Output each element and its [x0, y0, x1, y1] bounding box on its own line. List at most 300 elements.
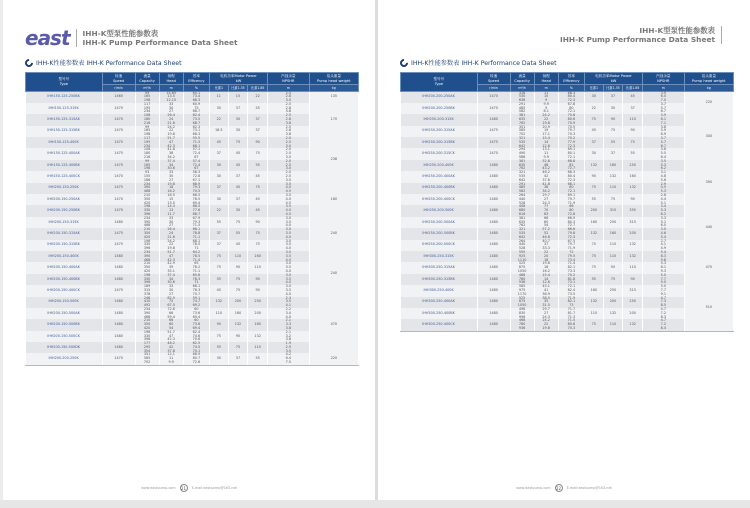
motor-power-sg185: 75	[248, 148, 268, 159]
capacity-values: 99 165 198	[135, 91, 159, 103]
motor-power-sg135: 37	[228, 353, 248, 364]
capacity-values: 468 780 936	[510, 319, 534, 330]
head-values: 45.1 41 36.9	[534, 285, 558, 296]
head-values: 77 70 63	[534, 205, 558, 216]
unit-sg135: 比重1.35	[603, 85, 623, 92]
pump-head-weight: 390	[684, 160, 733, 206]
east-logo: east	[25, 26, 70, 50]
motor-power-sg185: 90	[623, 274, 643, 285]
npshr-values: 3.0 3.5 4.0	[268, 217, 310, 228]
efficiency-values: 67.8 80 72.1	[558, 103, 584, 114]
head-values: 16.5 15 13.5	[159, 194, 183, 205]
footer-email[interactable]: E-mail:eastpump@163.net	[566, 486, 612, 490]
brand-title-cn: IHH-K型泵性能参数表	[639, 26, 715, 35]
unit-weight: kg	[684, 85, 733, 92]
speed-value: 1480	[477, 274, 510, 285]
capacity-values: 408 680 816	[510, 205, 534, 216]
pump-type: IHH200-150-400AK	[26, 262, 103, 273]
pump-head-weight: 470	[309, 297, 358, 354]
pump-type: IHH150-125-315AK	[26, 114, 103, 125]
motor-power-sg1: 90	[585, 171, 604, 182]
efficiency-values: 71.5 80.6 70.3	[558, 319, 584, 330]
motor-power-sg135: 250	[603, 285, 623, 296]
efficiency-values: 62.4 74.6 70.6	[183, 331, 209, 342]
table-row	[401, 251, 734, 262]
table-row	[26, 114, 359, 125]
motor-power-sg1: 55	[585, 194, 604, 205]
motor-power-sg135: 110	[603, 251, 623, 262]
capacity-values: 210 350 420	[135, 228, 159, 239]
motor-power-sg185: 75	[248, 240, 268, 251]
head-values: 14.3 13 11.7	[159, 205, 183, 216]
head-values: 29.7 27 24.3	[534, 194, 558, 205]
table-row	[26, 331, 359, 342]
brand-header	[560, 26, 728, 44]
head-values: 51.7 47 42.3	[159, 331, 183, 342]
capacity-values: 321 535 642	[510, 137, 534, 148]
pump-type: IHH300-250-400AK	[401, 297, 478, 308]
capacity-values: 210 350 420	[135, 194, 159, 205]
page-number: 21	[181, 485, 187, 491]
pump-type: IHH200-150-250AK	[26, 194, 103, 205]
npshr-values: 3.0 3.5 4.0	[268, 240, 310, 251]
head-values: 20.9 19 17.1	[534, 126, 558, 137]
capacity-values: 294 490 588	[510, 148, 534, 159]
unit-head: m	[159, 85, 183, 92]
head-values: 41.8 38 34.2	[159, 148, 183, 159]
motor-power-sg185: 90	[623, 194, 643, 205]
efficiency-values: 68.5 77.6 68.7	[183, 205, 209, 216]
table-row	[26, 137, 359, 148]
performance-table	[25, 72, 359, 365]
motor-power-sg135: 37	[228, 194, 248, 205]
capacity-values: 117 195 234	[135, 137, 159, 148]
efficiency-values: 70.2 77.9 72.3	[558, 137, 584, 148]
speed-value: 1470	[102, 160, 135, 171]
brand-divider	[721, 26, 722, 44]
pump-type: IHH150-125-400BK	[26, 160, 103, 171]
motor-power-sg1: 132	[585, 228, 604, 239]
capacity-values: 525 875 1050	[510, 262, 534, 273]
speed-value: 1480	[477, 160, 510, 171]
motor-power-sg1: 22	[210, 114, 229, 125]
motor-power-sg185: 110	[623, 114, 643, 125]
capacity-values: 93 155 186	[135, 171, 159, 182]
pump-type: IHH300-250-400CK	[401, 319, 478, 330]
table-row	[401, 308, 734, 319]
efficiency-values: 65.6 78.3 71	[183, 274, 209, 285]
unit-weight: kg	[309, 85, 358, 92]
capacity-values: 99 165 198	[135, 126, 159, 137]
table-row	[401, 194, 734, 205]
motor-power-sg185: 110	[623, 262, 643, 273]
head-values: 15.4 14 12.6	[534, 274, 558, 285]
unit-speed: r/min	[477, 85, 510, 92]
head-values: 33 30 27	[159, 171, 183, 182]
npshr-values: 3.5 4.0 4.5	[268, 183, 310, 194]
motor-power-sg185: 22	[248, 91, 268, 103]
npshr-values: 3.0 3.5 4.0	[268, 285, 310, 296]
unit-speed: r/min	[102, 85, 135, 92]
motor-power-sg1: 45	[585, 126, 604, 137]
pump-type: IHH200-150-500K	[26, 297, 103, 308]
motor-power-sg185: 55	[248, 103, 268, 114]
motor-power-sg135: 37	[603, 91, 623, 103]
npshr-values: 2.5 2.8 3.8	[268, 103, 310, 114]
motor-power-sg185: 110	[248, 342, 268, 353]
motor-power-sg185: 132	[623, 240, 643, 251]
motor-power-sg1: 55	[210, 342, 229, 353]
capacity-values: 585 975 1170	[510, 285, 534, 296]
speed-value: 1480	[102, 297, 135, 308]
pump-type: IHH200-150-315BK	[26, 240, 103, 251]
footer-website[interactable]: www.eastpump.com	[516, 486, 551, 490]
speed-value: 1480	[102, 319, 135, 330]
npshr-values: 2.1 3.2 3.8	[268, 331, 310, 342]
motor-power-sg1: 75	[585, 183, 604, 194]
npshr-values: 4.2 6.4 7.5	[268, 353, 310, 364]
head-values: 14.85 13.5 12.15	[159, 91, 183, 103]
table-row	[401, 148, 734, 159]
speed-value: 1480	[102, 217, 135, 228]
table-row	[26, 183, 359, 194]
efficiency-values: 68.3 80.4 72.3	[558, 91, 584, 103]
efficiency-values: 66.1 78.3 70.7	[183, 285, 209, 296]
head-values: 19.8 18 16.2	[159, 183, 183, 194]
head-values: 66 60 54	[159, 319, 183, 330]
npshr-values: 3.4 5.3 6.2	[643, 205, 685, 216]
efficiency-values: 68.5 78.5 69.4	[183, 194, 209, 205]
motor-power-sg185: 160	[248, 319, 268, 330]
motor-power-sg1: 132	[585, 160, 604, 171]
head-values: 15.4 14 12.6	[534, 137, 558, 148]
head-values: 46.2 42 37.8	[159, 342, 183, 353]
table-row	[26, 194, 359, 205]
speed-value: 1480	[477, 183, 510, 194]
npshr-values: 2.0 2.5 3.0	[268, 160, 310, 171]
motor-power-sg135: 90	[603, 114, 623, 125]
table-row	[26, 262, 359, 273]
pump-type: IHH250-200-315CK	[401, 148, 478, 159]
table-row	[26, 103, 359, 114]
speed-value: 1480	[477, 171, 510, 182]
speed-value: 1480	[477, 114, 510, 125]
speed-value: 1470	[102, 194, 135, 205]
motor-power-sg135: 45	[228, 183, 248, 194]
capacity-values: 246 410 492	[135, 297, 159, 308]
capacity-values: 321 535 642	[510, 171, 534, 182]
table-row	[26, 228, 359, 239]
head-values: 22 20 18	[534, 251, 558, 262]
efficiency-values: 72.1 82.4 73.5	[558, 285, 584, 296]
pump-type: IHH250-200-500AK	[401, 217, 478, 228]
speed-value: 1475	[102, 228, 135, 239]
speed-value: 1480	[102, 308, 135, 319]
head-values: 12.1 11 9.9	[159, 353, 183, 364]
efficiency-values: 65.1 73.4 68.3	[183, 91, 209, 103]
efficiency-values: 60 73.6 69.4	[183, 308, 209, 319]
speed-value: 1480	[102, 262, 135, 273]
pump-type: IHH300-250-400BK	[401, 308, 478, 319]
table-row	[401, 262, 734, 273]
efficiency-values: 58.3 72.8 67.1	[183, 171, 209, 182]
capacity-values: 99 165 198	[135, 160, 159, 171]
pump-type: IHH150-125-250BK	[26, 91, 103, 103]
pump-type: IHH250-200-500K	[401, 205, 478, 216]
speed-value: 1475	[477, 126, 510, 137]
performance-table	[400, 72, 734, 331]
capacity-values: 264 440 528	[510, 240, 534, 251]
speed-value: 1470	[477, 148, 510, 159]
col-motor-power: 电机功率Motor Power kW	[585, 73, 643, 85]
capacity-values: 198 330 396	[135, 205, 159, 216]
capacity-values: 351 585 702	[510, 126, 534, 137]
efficiency-values: 68.3 80.4 72.3	[558, 171, 584, 182]
efficiency-values: 66 80 72.6	[558, 205, 584, 216]
pump-type: IHH200-150-500AK	[26, 308, 103, 319]
unit-head: m	[534, 85, 558, 92]
motor-power-sg1: 55	[210, 217, 229, 228]
motor-power-sg185: 315	[623, 217, 643, 228]
speed-value: 1475	[102, 240, 135, 251]
npshr-values: 1.9 2.9 3.5	[268, 342, 310, 353]
capacity-values: 291 485 582	[510, 183, 534, 194]
unit-capacity: m³/h	[510, 85, 534, 92]
npshr-values: 3.0 4.6 5.4	[643, 228, 685, 239]
table-row	[26, 308, 359, 319]
capacity-values: 318 530 636	[510, 91, 534, 103]
unit-sg185: 比重1.85	[248, 85, 268, 92]
pump-head-weight: 440	[684, 205, 733, 251]
speed-value: 1475	[102, 183, 135, 194]
motor-power-sg135: 110	[603, 240, 623, 251]
motor-power-sg185: 160	[248, 251, 268, 262]
section-title	[400, 58, 557, 67]
speed-value: 1480	[477, 194, 510, 205]
motor-power-sg185: 132	[623, 251, 643, 262]
speed-value: 1470	[477, 103, 510, 114]
motor-power-sg185: 55	[248, 160, 268, 171]
efficiency-values: 72 79.5 73.4	[558, 251, 584, 262]
motor-power-sg1: 55	[585, 274, 604, 285]
table-row	[401, 183, 734, 194]
efficiency-values: 67.5 79.7 71.9	[558, 240, 584, 251]
brand-header	[25, 26, 238, 50]
motor-power-sg1: 200	[585, 205, 604, 216]
motor-power-sg185: 90	[248, 137, 268, 148]
pump-head-weight: 470	[684, 251, 733, 285]
table-header	[26, 73, 359, 92]
pump-head-weight: 170	[309, 103, 358, 137]
motor-power-sg1: 30	[210, 160, 229, 171]
efficiency-values: 65 78.2 71.1	[183, 262, 209, 273]
col-capacity: 流量 Capacity	[510, 73, 534, 85]
unit-sg1: 比重1	[585, 85, 604, 92]
npshr-values: 3.5 4.0 4.5	[268, 205, 310, 216]
speed-value: 1480	[477, 228, 510, 239]
motor-power-sg185: 90	[623, 126, 643, 137]
pump-type: IHH250-200-500BK	[401, 228, 478, 239]
header-row	[26, 73, 359, 85]
speed-value: 1470	[102, 126, 135, 137]
motor-power-sg1: 30	[210, 194, 229, 205]
table-row	[401, 274, 734, 285]
page-number: 22	[556, 485, 562, 491]
head-values: 51.7 47 42.3	[159, 137, 183, 148]
npshr-values: 2.1 3.3 3.8	[268, 319, 310, 330]
efficiency-values: 62.3 73.1 68.3	[183, 126, 209, 137]
npshr-values: 4.7 7.3 8.5	[643, 297, 685, 308]
table-row	[401, 319, 734, 330]
head-values: 72.6 66 59.4	[159, 308, 183, 319]
head-values: 26.4 24 21.6	[159, 114, 183, 125]
table-row	[26, 148, 359, 159]
motor-power-sg185: 90	[248, 274, 268, 285]
motor-power-sg185: 132	[248, 331, 268, 342]
unit-capacity: m³/h	[135, 85, 159, 92]
table-row	[401, 171, 734, 182]
motor-power-sg1: 110	[585, 308, 604, 319]
col-weight: 泵头重量 Pump head weight	[684, 73, 733, 85]
brand-title-en: IHH-K Pump Performance Data Sheet	[559, 35, 715, 44]
speed-value: 1475	[102, 285, 135, 296]
efficiency-values: 55.5 71.5 66.1	[183, 137, 209, 148]
motor-power-sg185: 75	[623, 137, 643, 148]
motor-power-sg1: 160	[585, 217, 604, 228]
motor-power-sg1: 11	[210, 91, 229, 103]
motor-power-sg1: 75	[585, 114, 604, 125]
efficiency-values: 62.5 74.5 70.1	[183, 342, 209, 353]
npshr-values: 4.7 7.2 8.4	[643, 319, 685, 330]
pump-type: IHH200-150-500DK	[26, 342, 103, 353]
motor-power-sg135: 75	[603, 126, 623, 137]
table-row	[401, 126, 734, 137]
motor-power-sg1: 30	[210, 353, 229, 364]
col-head: 扬程 Head	[534, 73, 558, 85]
speed-value: 1480	[477, 285, 510, 296]
table-row	[26, 285, 359, 296]
motor-power-sg1: 55	[210, 274, 229, 285]
speed-value: 1480	[102, 331, 135, 342]
motor-power-sg135: 75	[228, 217, 248, 228]
motor-power-sg1: 30	[585, 91, 604, 103]
pump-type: IHH150-125-315K	[26, 103, 103, 114]
brand-title-cn: IHH-K型泵性能参数表	[82, 29, 159, 38]
speed-value: 1480	[477, 308, 510, 319]
table-row	[401, 160, 734, 171]
speed-value: 1475	[102, 148, 135, 159]
table-row	[401, 285, 734, 296]
table-body	[26, 91, 359, 365]
pump-type: IHH300-250-315BK	[401, 274, 478, 285]
page-shadow	[0, 500, 750, 508]
motor-power-sg135: 160	[603, 228, 623, 239]
table-row	[401, 205, 734, 216]
npshr-values: 5.3 8.1 9.3	[643, 262, 685, 273]
col-speed: 转速 Speed	[102, 73, 135, 85]
motor-power-sg1: 37	[210, 148, 229, 159]
npshr-values: 3.5 5.3 6.2	[643, 160, 685, 171]
ring-icon	[23, 57, 34, 68]
npshr-values: 2.0 2.5 3.0	[268, 148, 310, 159]
npshr-values: 2.9 4.5 5.3	[643, 183, 685, 194]
head-values: 24.2 22 19.8	[534, 114, 558, 125]
npshr-values: 3.7 5.7 6.7	[643, 137, 685, 148]
motor-power-sg135: 45	[228, 148, 248, 159]
motor-power-sg185: 37	[248, 114, 268, 125]
head-values: 42.9 39 35.1	[159, 262, 183, 273]
motor-power-sg185: 132	[623, 183, 643, 194]
head-values: 82.5 75 67.5	[159, 297, 183, 308]
motor-power-sg135: 55	[603, 137, 623, 148]
npshr-values: 3.0 3.5 4.0	[268, 251, 310, 262]
head-values: 46.2 42 37.8	[534, 171, 558, 182]
head-values: 19.8 18 16.2	[534, 262, 558, 273]
capacity-values: 117 195 234	[135, 103, 159, 114]
table-row	[26, 319, 359, 330]
pump-type: IHH250-200-400CK	[401, 194, 478, 205]
head-values: 26.4 24 21.6	[159, 228, 183, 239]
efficiency-values: 64.2 78.5 71.4	[183, 251, 209, 262]
ring-icon	[398, 57, 409, 68]
npshr-values: 3.1 4.8 5.6	[643, 171, 685, 182]
npshr-values: 3.8 5.9 6.9	[643, 126, 685, 137]
table-row	[26, 217, 359, 228]
motor-power-sg185: 160	[623, 171, 643, 182]
speed-value: 1480	[477, 262, 510, 273]
speed-value: 1480	[102, 251, 135, 262]
pump-type: IHH200-200-250AK	[401, 91, 478, 103]
motor-power-sg1: 22	[210, 205, 229, 216]
footer-email[interactable]: E-mail:eastpump@163.net	[191, 486, 237, 490]
efficiency-values: 62.4 73.5 68.7	[183, 114, 209, 125]
table-row	[401, 297, 734, 308]
efficiency-values: 70.8 80.6 70.9	[558, 114, 584, 125]
pump-type: IHH200-150-500CK	[26, 331, 103, 342]
motor-power-sg135: 132	[603, 171, 623, 182]
table-row	[26, 205, 359, 216]
pump-type: IHH250-200-400K	[401, 160, 478, 171]
brand-divider	[76, 29, 77, 47]
motor-power-sg1: 30	[210, 103, 229, 114]
table-row	[26, 171, 359, 182]
head-values: 57.2 52 46.8	[534, 228, 558, 239]
speed-value: 1470	[102, 114, 135, 125]
table-row	[401, 91, 734, 103]
efficiency-values: 66.9 80.3 72.7	[558, 217, 584, 228]
npshr-values: 2.3 3.5 4.1	[268, 297, 310, 308]
head-values: 41.8 38 34.2	[534, 183, 558, 194]
npshr-values: 5.0 7.7 9.1	[643, 285, 685, 296]
pump-head-weight: 238	[309, 137, 358, 183]
table-row	[26, 126, 359, 137]
header-row	[401, 73, 734, 85]
capacity-values: 234 390 468	[135, 217, 159, 228]
motor-power-sg185: 110	[248, 262, 268, 273]
motor-power-sg1: 75	[585, 319, 604, 330]
motor-power-sg185: 45	[248, 171, 268, 182]
pump-head-weight: 220	[684, 91, 733, 114]
capacity-values: 234 390 468	[135, 251, 159, 262]
motor-power-sg135: 30	[228, 114, 248, 125]
speed-value: 1470	[102, 205, 135, 216]
head-values: 29.7 27 24.3	[534, 308, 558, 319]
motor-power-sg185: 37	[623, 103, 643, 114]
speed-value: 1480	[477, 251, 510, 262]
col-npshr: 汽蚀余量 NPSHR	[268, 73, 310, 85]
footer-website[interactable]: www.eastpump.com	[141, 486, 176, 490]
motor-power-sg1: 45	[210, 137, 229, 148]
